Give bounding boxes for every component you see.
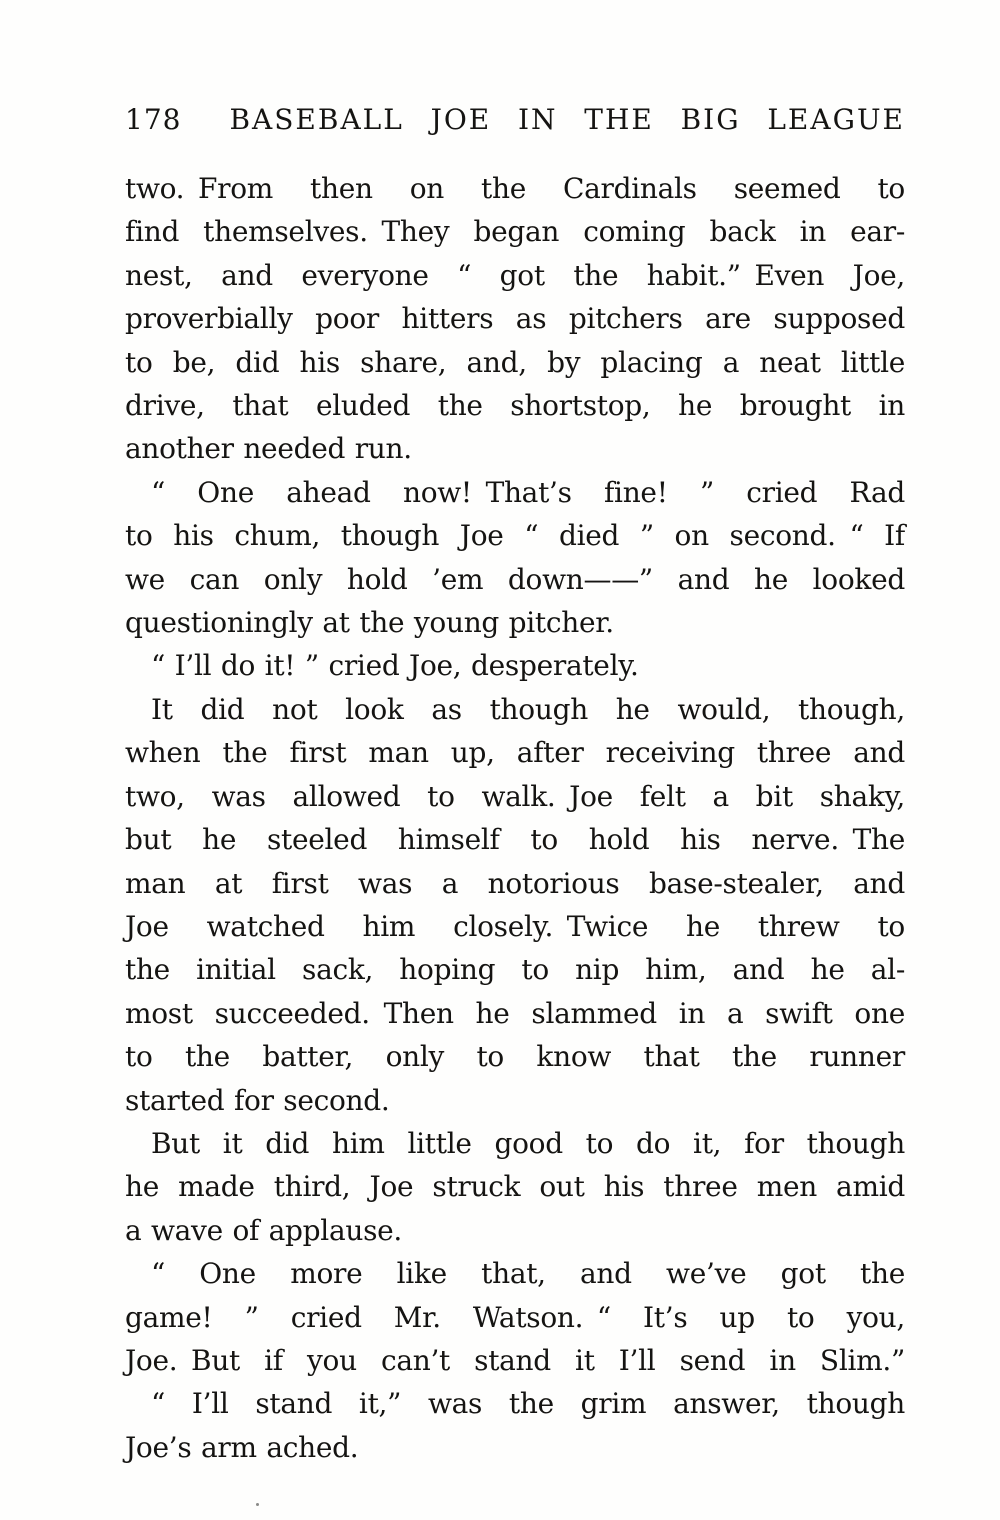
text-line: a wave of applause.	[125, 1213, 403, 1247]
text-line: But it did him little good to do it, for though	[151, 1126, 905, 1160]
text-line: find themselves. They began coming back in ear-	[125, 215, 905, 249]
page-header	[125, 103, 905, 137]
text-line: nest, and everyone “ got the habit.” Even Joe,	[125, 258, 905, 292]
text-line: most succeeded. Then he slammed in a swift one	[125, 996, 905, 1030]
text-line: to the batter, only to know that the runner	[125, 1040, 905, 1074]
text-line: man at first was a notorious base-stealer, and	[125, 866, 905, 900]
text-line: “ I’ll do it! ” cried Joe, desperately.	[151, 649, 639, 683]
text-line: proverbially poor hitters as pitchers are supposed	[125, 302, 905, 336]
text-line: when the first man up, after receiving three and	[125, 736, 905, 770]
running-title: BASEBALL JOE IN THE BIG LEAGUE	[229, 103, 905, 136]
text-line: to be, did his share, and, by placing a neat little	[125, 345, 905, 379]
text-line: two, was allowed to walk. Joe felt a bit shaky,	[125, 779, 905, 813]
text-line: questioningly at the young pitcher.	[125, 606, 614, 640]
text-line: another needed run.	[125, 432, 412, 466]
text-line: It did not look as though he would, though,	[151, 692, 905, 726]
text-line: to his chum, though Joe “ died ” on second. “ If	[125, 519, 905, 553]
text-line: he made third, Joe struck out his three men amid	[125, 1170, 905, 1204]
text-line: two. From then on the Cardinals seemed to	[125, 172, 905, 205]
text-line: Joe’s arm ached.	[125, 1430, 359, 1464]
text-line: the initial sack, hoping to nip him, and he al-	[125, 953, 905, 987]
text-line: Joe. But if you can’t stand it I’ll send in Slim.”	[125, 1343, 905, 1377]
text-line: started for second.	[125, 1083, 390, 1117]
text-line: but he steeled himself to hold his nerve. The	[125, 823, 905, 857]
text-line: “ One more like that, and we’ve got the	[151, 1257, 905, 1291]
text-line: “ I’ll stand it,” was the grim answer, though	[151, 1387, 905, 1421]
text-line: Joe watched him closely. Twice he threw to	[125, 909, 905, 943]
page-number: 178	[125, 103, 182, 136]
text-line: drive, that eluded the shortstop, he brought in	[125, 389, 905, 423]
page-text	[125, 167, 905, 1469]
text-line: game! ” cried Mr. Watson. “ It’s up to you,	[125, 1300, 905, 1334]
text-line: “ One ahead now! That’s fine! ” cried Rad	[151, 475, 905, 509]
scan-speck	[256, 1503, 259, 1506]
text-line: we can only hold ’em down——” and he looked	[125, 562, 905, 596]
